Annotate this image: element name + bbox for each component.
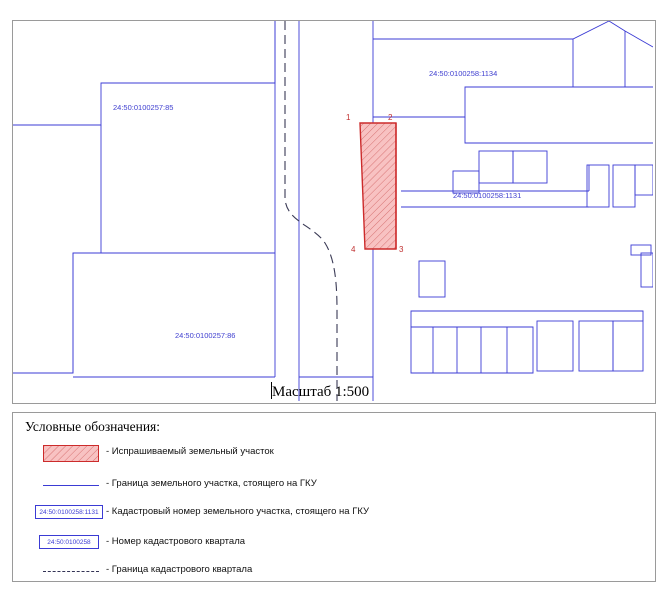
scale-caption: Масштаб 1:500 [272,384,370,400]
legend-row-quarter-boundary [13,561,655,585]
corner-point-label-1: 1 [346,113,351,122]
map-label-parcel-3: 24:50:0100257:86 [175,331,236,340]
legend-label-cadastral-number: - Кадастровый номер земельного участка, стоящего на ГКУ [106,506,370,517]
legend-row-parcel-boundary [13,475,655,499]
legend-row-subject-parcel [13,443,655,467]
legend-symbol-quarter-number-box [39,535,99,549]
legend-row-quarter-number [13,533,655,557]
corner-point-label-3: 3 [399,245,404,254]
corner-point-label-2: 2 [388,113,393,122]
legend-symbol-cadastral-number-box [35,505,103,519]
legend-label-parcel-boundary: - Граница земельного участка, стоящего на ГКУ [106,478,317,489]
corner-point-label-4: 4 [351,245,356,254]
map-label-parcel-2: 24:50:0100258:1131 [453,191,522,200]
map-vector-layer [13,21,653,401]
legend-panel [12,412,656,582]
subject-parcel-polygon [360,123,396,249]
map-label-parcel-1: 24:50:0100258:1134 [429,69,498,78]
legend-symbol-solid-line [43,477,99,486]
map-label-parcel-0: 24:50:0100257:85 [113,103,174,112]
parcel-hatch-icon [44,446,98,461]
legend-title: Условные обозначения: [25,419,161,434]
cadastral-map-panel [12,20,656,404]
legend-symbol-dashed-line [43,563,99,572]
legend-row-cadastral-number [13,503,655,527]
legend-symbol-cadastral-number-text: 24:50:0100258:1131 [39,508,99,516]
cadastral-quarter-boundary [285,21,337,401]
legend-label-subject-parcel: - Испрашиваемый земельный участок [106,446,274,457]
legend-symbol-parcel-fill [43,445,99,462]
parcel-boundaries [13,21,653,401]
legend-symbol-quarter-number-text: 24:50:0100258 [47,538,91,546]
legend-label-quarter-number: - Номер кадастрового квартала [106,536,246,547]
legend-label-quarter-boundary: - Граница кадастрового квартала [106,564,253,575]
